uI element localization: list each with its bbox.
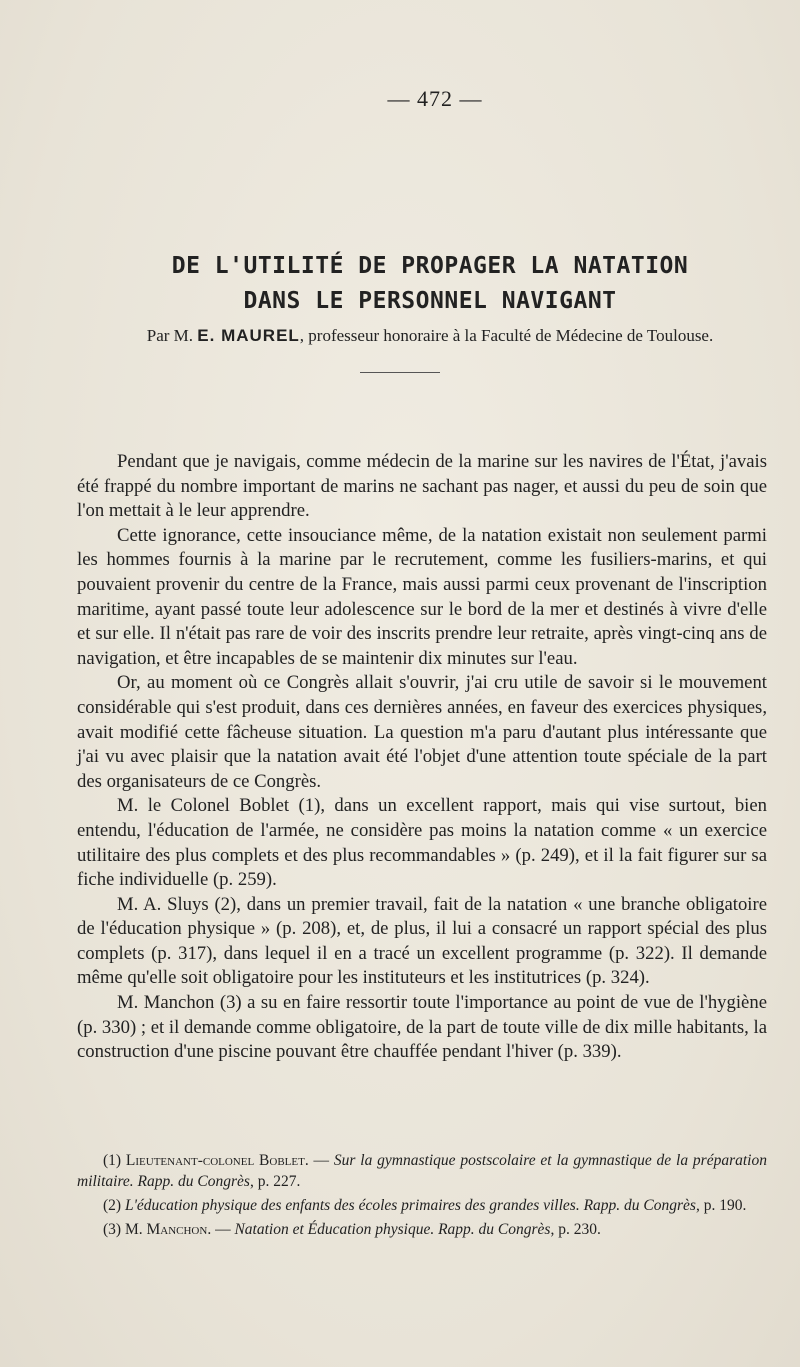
article-title-line-1: DE L'UTILITÉ DE PROPAGER LA NATATION (171, 253, 689, 279)
page-number: — 472 — (387, 86, 483, 111)
paragraph: M. le Colonel Boblet (1), dans un excellent rapport, mais qui vise surtout, bien entendu, l'éducation de l'armée, ne considère pas moins la natation comme « un exercice utilitaire des plus complets et des plus recommandables » (p. 249), et il la fait figurer sur sa fiche individuelle (p. 259). (77, 795, 767, 891)
footnote-work: L'éducation physique des enfants des écoles primaires des grandes villes. Rapp. du Congrès (124, 1197, 696, 1214)
paragraph: Cette ignorance, cette insouciance même, de la natation existait non seulement parmi les hommes fournis à la marine par le recrutement, comme les fusiliers-marins, et qui pouvaient provenir du centre de la France, mais aussi parmi ceux provenant de l'inscription maritime, ayant passé toute leur adolescence sur le bord de la mer et destinés à vivre d'elle et sur elle. Il n'était pas rare de voir des inscrits prendre leur retraite, après vingt-cinq ans de navigation, et être incapables de se maintenir dix minutes sur l'eau. (77, 524, 767, 669)
footnote-work: Natation et Éducation physique. Rapp. du Congrès (234, 1221, 551, 1238)
byline (0, 326, 800, 346)
footnote-author: Lieutenant-colonel Boblet. — (125, 1152, 334, 1169)
footnote-2 (77, 1195, 767, 1216)
title-divider (360, 372, 440, 373)
article-title-line-2: DANS LE PERSONNEL NAVIGANT (243, 288, 617, 314)
paragraph: M. Manchon (3) a su en faire ressortir toute l'importance au point de vue de l'hygiène (p. 330) ; et il demande comme obligatoire, de la part de toute ville de dix mille habitants, la construction d'une piscine pouvant être chauffée pendant l'hiver (p. 339). (77, 992, 767, 1063)
footnote-1 (77, 1150, 767, 1192)
byline-prefix: Par M. (146, 326, 198, 345)
footnote-marker: (3) (103, 1221, 125, 1238)
footnote-author: M. Manchon. — (124, 1221, 235, 1238)
footnote-marker: (1) (103, 1152, 126, 1169)
footnote-work: Sur la gymnastique postscolaire et la gymnastique de la préparation militaire. Rapp. du Congrès (77, 1152, 767, 1190)
footnote-ref: , p. 230. (550, 1221, 601, 1238)
footnote-ref: , p. 190. (695, 1197, 747, 1214)
paragraph: Or, au moment où ce Congrès allait s'ouvrir, j'ai cru utile de savoir si le mouvement considérable qui s'est produit, dans ces dernières années, en faveur des exercices physiques, avait modifié cette fâcheuse situation. La question m'a paru d'autant plus intéressante que j'ai vu avec plaisir que la natation avait été l'objet d'une attention toute spéciale de la part des organisateurs de ce Congrès. (77, 672, 767, 792)
author-name: E. MAUREL (197, 326, 300, 345)
paragraph: Pendant que je navigais, comme médecin de la marine sur les navires de l'État, j'avais été frappé du nombre important de marins ne sachant pas nager, et aussi du peu de soin que l'on mettait à le leur apprendre. (77, 451, 767, 522)
article-body (77, 450, 767, 1065)
footnotes (77, 1150, 767, 1243)
footnote-ref: , p. 227. (249, 1173, 301, 1190)
paragraph: M. A. Sluys (2), dans un premier travail, fait de la natation « une branche obligatoire de l'éducation physique » (p. 208), et, de plus, il lui a consacré un rapport spécial des plus complets (p. 317), dans lequel il en a tracé un excellent programme (p. 322). Il demande même qu'elle soit obligatoire pour les instituteurs et les institutrices (p. 324). (77, 893, 767, 989)
footnote-3 (77, 1219, 767, 1240)
footnote-marker: (2) (103, 1197, 125, 1214)
byline-suffix: , professeur honoraire à la Faculté de Médecine de Toulouse. (299, 326, 714, 345)
